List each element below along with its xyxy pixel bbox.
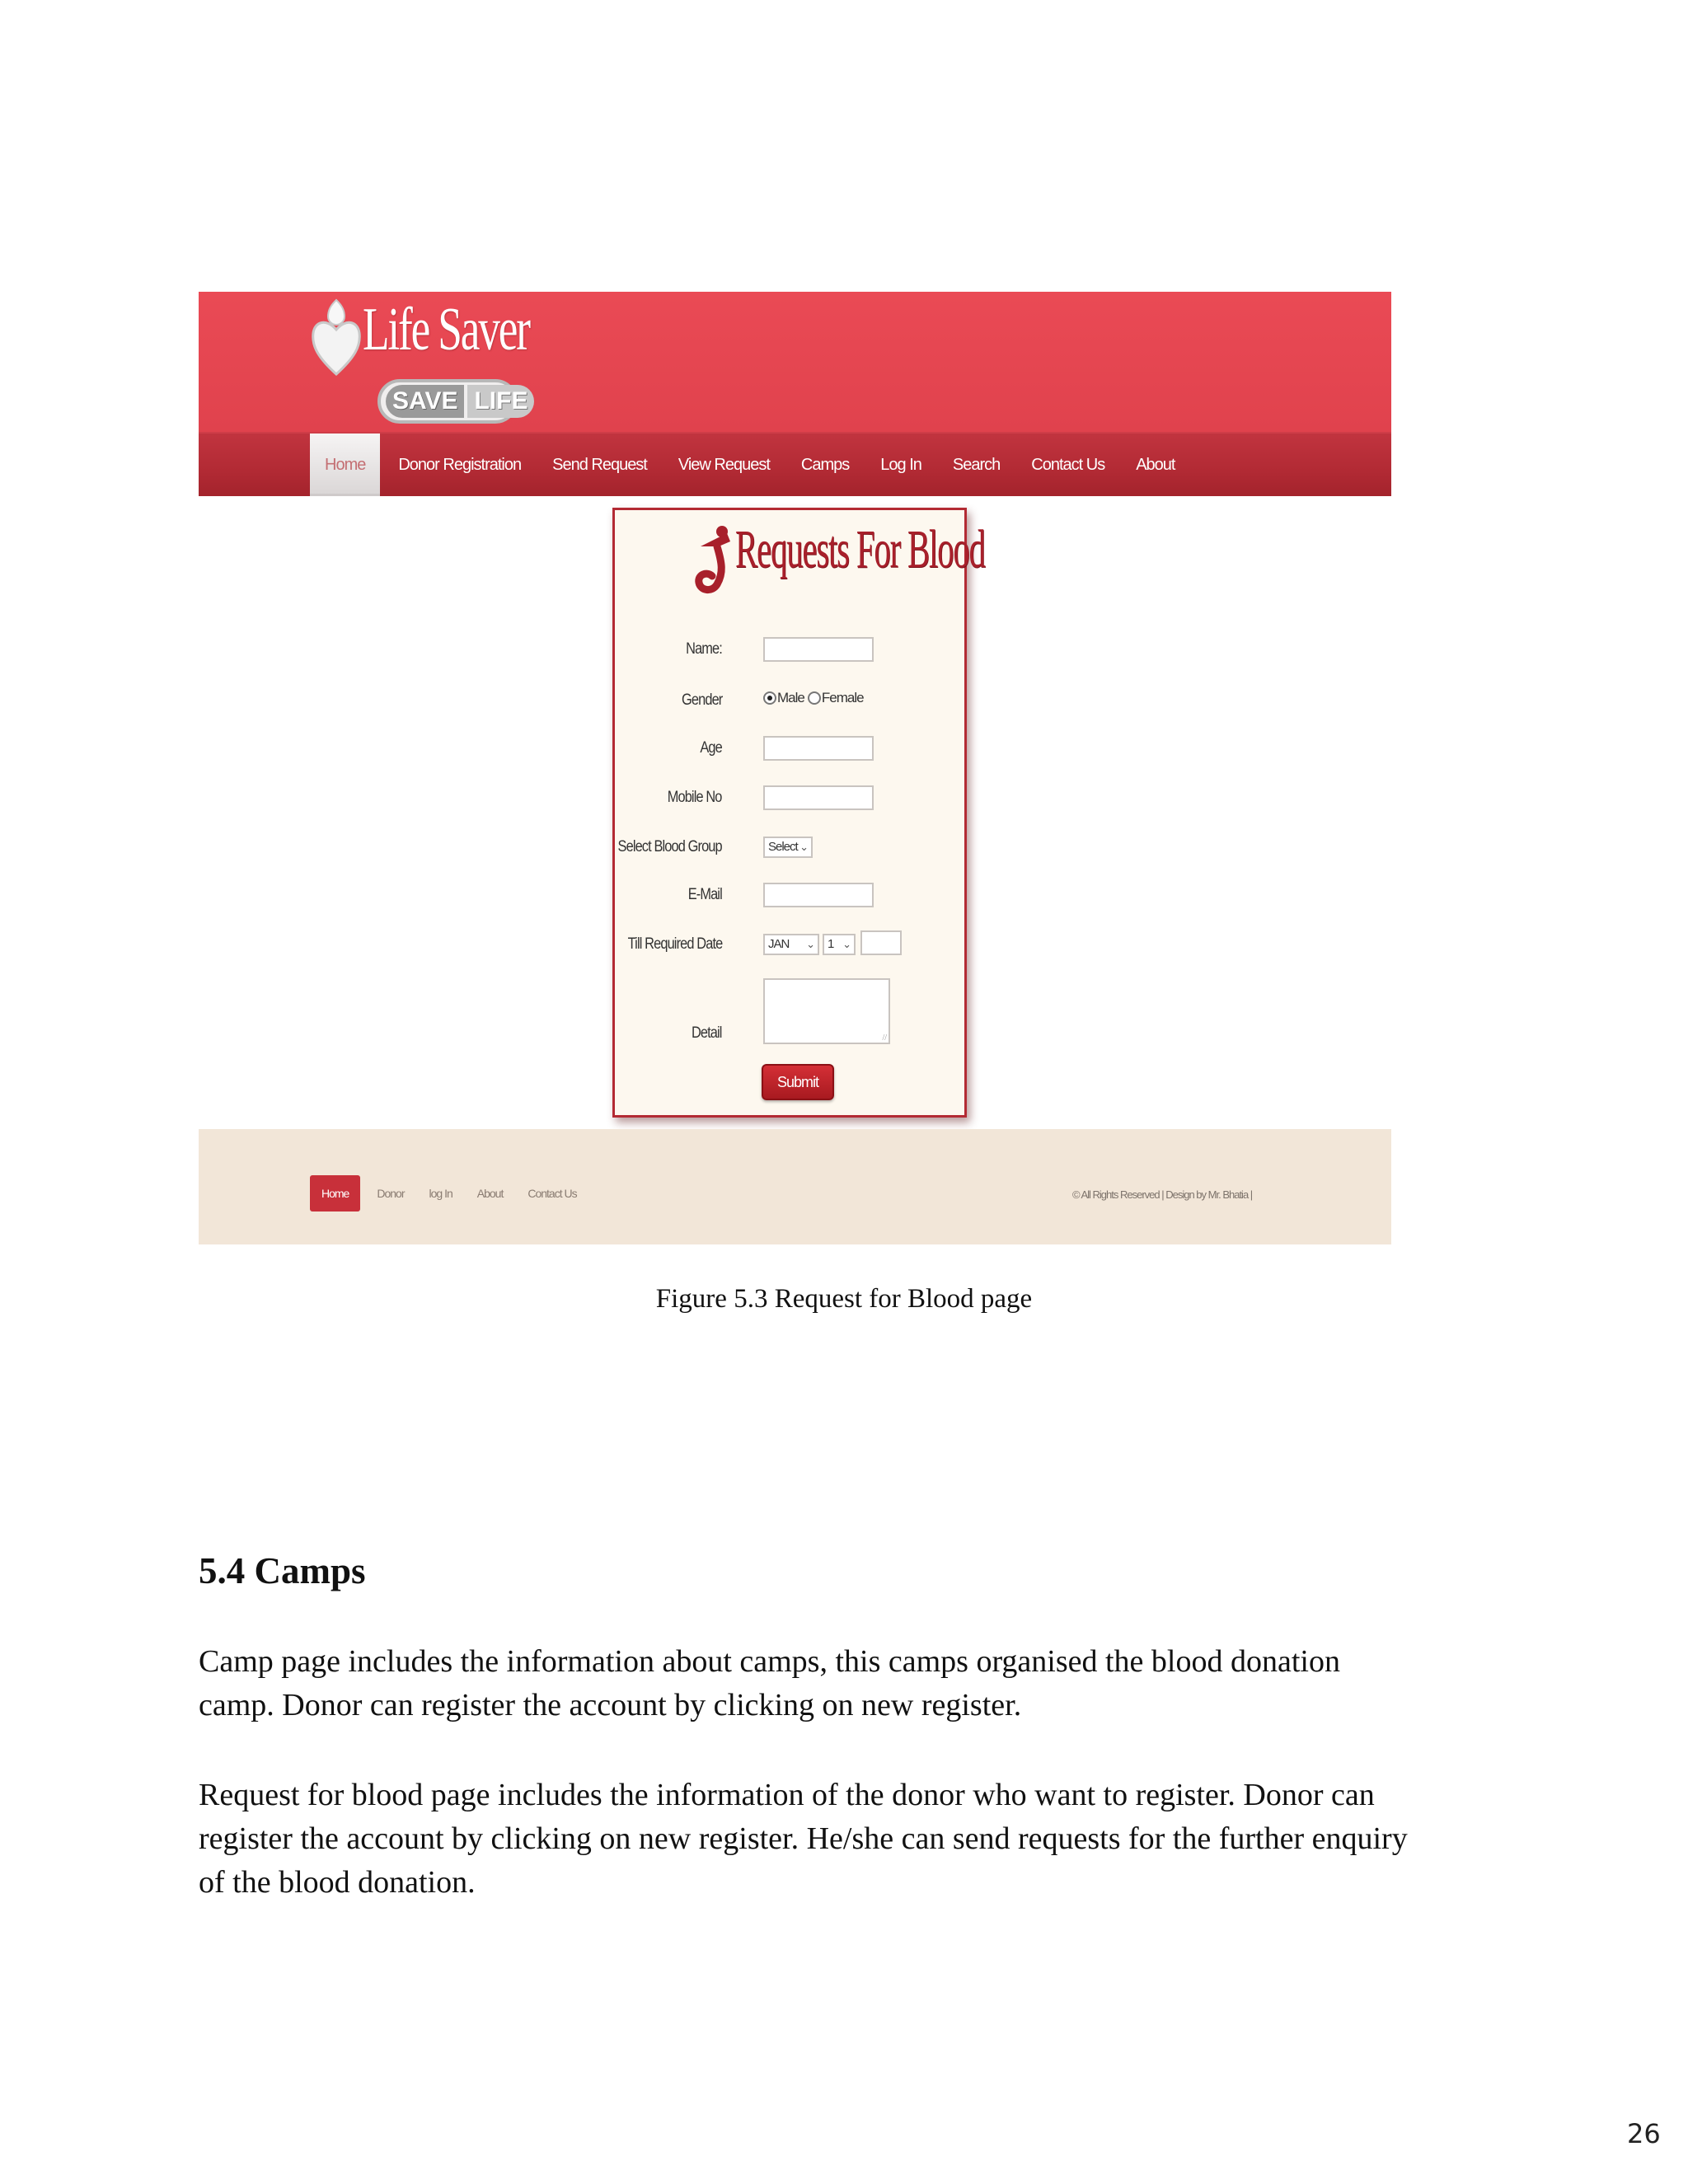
detail-textarea[interactable]	[763, 978, 890, 1044]
para2-line1: Request for blood page includes the information of the donor who want to register. Donor can	[199, 1778, 1375, 1812]
heart-drop-icon	[310, 298, 363, 381]
email-input[interactable]	[763, 883, 874, 907]
nav-log-in[interactable]: Log In	[880, 455, 921, 474]
page-number: 26	[1627, 2118, 1661, 2149]
blood-group-select[interactable]	[763, 837, 813, 858]
label-email: E-Mail	[687, 886, 722, 903]
nav-view-request[interactable]: View Request	[678, 455, 770, 474]
camps-paragraph	[199, 1640, 1517, 1727]
row-name	[615, 634, 969, 667]
year-input[interactable]	[860, 930, 902, 955]
badge-save-text: SAVE	[386, 385, 464, 418]
site-footer	[199, 1129, 1391, 1244]
badge-life-text: LIFE	[467, 385, 534, 418]
para2-line3: of the blood donation.	[199, 1865, 476, 1900]
footer-home[interactable]: Home	[310, 1175, 360, 1212]
month-value: JAN	[768, 937, 790, 951]
resize-grip-icon[interactable]: //	[882, 1033, 887, 1043]
request-paragraph	[199, 1774, 1517, 1905]
nav-camps[interactable]: Camps	[800, 455, 850, 474]
label-detail: Detail	[692, 1024, 722, 1042]
nav-contact-us[interactable]: Contact Us	[1031, 455, 1105, 474]
submit-button[interactable]: Submit	[762, 1064, 834, 1100]
request-form	[612, 508, 985, 1118]
female-label: Female	[821, 690, 864, 705]
age-input[interactable]	[763, 736, 874, 761]
chevron-down-icon: ⌄	[799, 841, 808, 853]
para1-line1: Camp page includes the information about camps, this camps organised the blood donation	[199, 1644, 1340, 1679]
row-age	[615, 733, 969, 766]
day-select[interactable]	[823, 934, 856, 955]
name-input[interactable]	[763, 637, 874, 662]
row-detail	[615, 978, 969, 1052]
para1-line2: camp. Donor can register the account by clicking on new register.	[199, 1688, 1022, 1722]
main-nav	[199, 432, 1391, 496]
female-radio[interactable]	[808, 691, 821, 705]
form-title	[694, 518, 985, 601]
nav-search[interactable]: Search	[952, 455, 1001, 474]
figure-caption: Figure 5.3 Request for Blood page	[655, 1284, 1033, 1314]
para2-line2: register the account by clicking on new register. He/she can send requests for the further enquiry	[199, 1821, 1408, 1856]
label-gender: Gender	[681, 691, 722, 709]
gender-radio-group	[763, 690, 867, 706]
label-blood-group: Select Blood Group	[617, 838, 722, 855]
row-email	[615, 879, 969, 912]
month-select[interactable]	[763, 934, 819, 955]
section-heading: 5.4 Camps	[199, 1550, 366, 1591]
day-value: 1	[828, 937, 834, 951]
nav-home[interactable]: Home	[310, 434, 380, 496]
footer-contact-us[interactable]: Contact Us	[528, 1187, 577, 1200]
label-name: Name:	[686, 640, 722, 658]
nav-send-request[interactable]: Send Request	[552, 455, 647, 474]
row-blood-group	[615, 832, 969, 865]
male-label: Male	[777, 690, 804, 705]
request-blood-screenshot	[199, 292, 1391, 1244]
label-age: Age	[700, 739, 722, 757]
form-title-text: Requests For Blood	[735, 519, 985, 579]
row-mobile	[615, 782, 969, 815]
male-radio[interactable]	[763, 691, 776, 705]
life-saver-logo[interactable]	[310, 295, 557, 427]
logo-title: Life Saver	[363, 296, 529, 363]
row-date	[615, 929, 969, 962]
footer-donor[interactable]: Donor	[377, 1187, 405, 1200]
footer-copyright: © All Rights Reserved | Design by Mr. Bhatia |	[1072, 1188, 1253, 1201]
nav-about[interactable]: About	[1136, 455, 1175, 474]
mobile-input[interactable]	[763, 785, 874, 810]
nav-donor-registration[interactable]: Donor Registration	[398, 455, 522, 474]
chevron-down-icon: ⌄	[842, 938, 851, 950]
row-gender	[615, 685, 969, 718]
label-date: Till Required Date	[627, 935, 722, 953]
site-header	[199, 292, 1391, 432]
blood-group-value: Select	[768, 840, 798, 854]
chevron-down-icon: ⌄	[806, 938, 814, 950]
footer-log-in[interactable]: log In	[429, 1187, 452, 1200]
label-mobile: Mobile No	[668, 789, 722, 806]
footer-about[interactable]: About	[476, 1187, 504, 1200]
save-life-badge	[377, 379, 528, 424]
